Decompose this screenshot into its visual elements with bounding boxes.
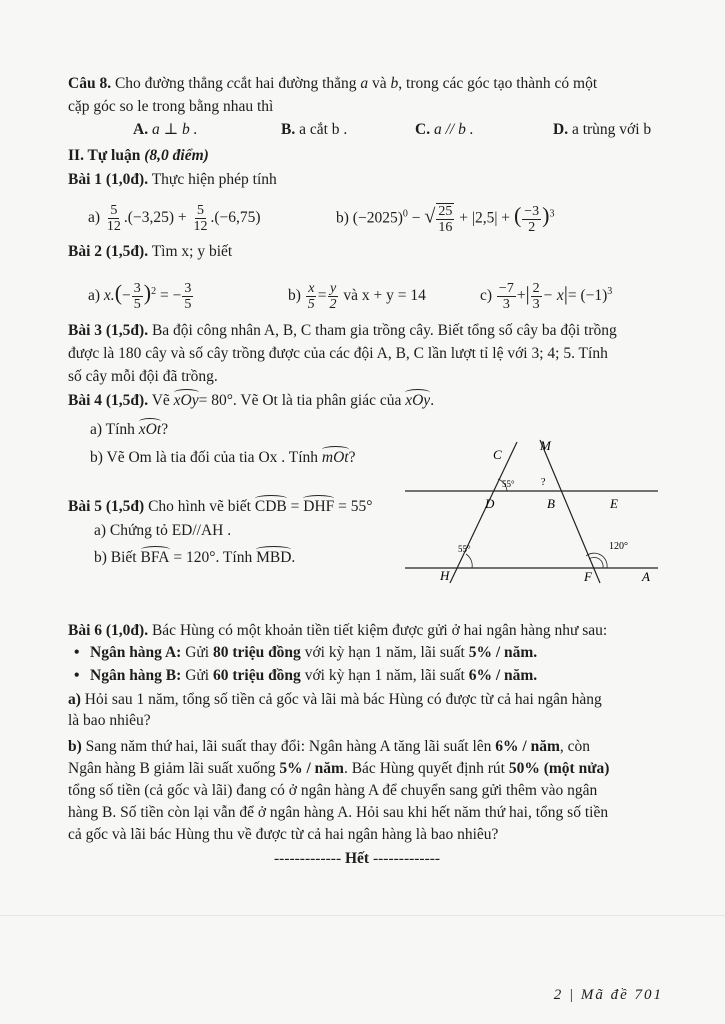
numerator: 5 — [196, 203, 204, 218]
bank-text: Gửi — [185, 644, 210, 661]
var-b: b — [390, 75, 399, 92]
bai6-b-text: . Bác Hùng quyết định rút — [343, 760, 505, 777]
bai6-heading — [68, 621, 607, 641]
bai2-text: Tìm x; y biết — [151, 243, 233, 260]
bai6-b-line1 — [68, 737, 590, 757]
bai6-label: Bài 6 (1,0đ). — [68, 622, 149, 639]
exponent: 3 — [549, 208, 555, 220]
fraction — [531, 281, 542, 312]
bai6-b-line3: tổng số tiền (cả gốc và lãi) đang có ở ngân hàng A để chuyển sang gửi thêm vào ngân — [68, 782, 598, 799]
bai3-text: Ba đội công nhân A, B, C tham gia trồng cây. Biết tổng số cây ba đội trồng — [151, 322, 617, 339]
label-D: D — [485, 496, 495, 511]
numerator: 3 — [133, 281, 141, 296]
bai5-b-text: b) Biết — [94, 549, 137, 566]
angle-label-55-bottom: 55° — [458, 544, 471, 554]
denominator: 5 — [307, 297, 315, 312]
denominator: 12 — [106, 219, 121, 234]
angle-xOt: xOt — [138, 421, 162, 438]
bai2-a: a) x.(− $\frac{3}{5}$ )$^2$ = − $\frac{3}{5}$ — [88, 280, 192, 312]
fraction — [497, 281, 516, 312]
bank-name: Ngân hàng A: — [90, 644, 182, 661]
part-label: c) — [480, 287, 493, 305]
bai1-heading — [68, 170, 277, 190]
bai6-b-text: , còn — [559, 738, 591, 755]
bai5-text: = — [290, 498, 300, 515]
bai5-text: = 55° — [338, 498, 373, 515]
angle-CDB: CDB — [254, 498, 287, 515]
q8-label: Câu 8. — [68, 75, 112, 92]
bai4-text: = 80°. Vẽ Ot là tia phân giác của — [198, 392, 402, 409]
numerator: 5 — [110, 203, 118, 218]
fraction — [182, 281, 193, 312]
expr: và x + y = 14 — [343, 287, 426, 305]
option-text: a trùng với b — [571, 121, 652, 138]
bai6-b-text: Ngân hàng B giảm lãi suất xuống — [68, 760, 276, 777]
q8-text: và — [372, 75, 387, 92]
bank-text: Gửi — [185, 667, 210, 684]
expr: − — [407, 209, 425, 227]
numerator: −7 — [498, 281, 514, 296]
bai2-b — [288, 281, 426, 312]
exponent: 2 — [151, 285, 157, 297]
bai6-b-line4: hàng B. Số tiền còn lại vẫn để ở ngân hàng A. Hỏi sau khi hết năm thứ hai, tổng số tiền — [68, 804, 609, 821]
option-label: C. — [415, 121, 431, 138]
part-label: a) — [88, 209, 101, 227]
fraction — [132, 281, 143, 312]
label-E: E — [610, 496, 618, 511]
expr: .(−6,75) — [210, 209, 261, 227]
denominator: 16 — [438, 220, 453, 235]
fraction — [306, 281, 317, 312]
bank-text: với kỳ hạn 1 năm, lãi suất — [304, 667, 465, 684]
exponent: 3 — [607, 285, 613, 297]
bank-b-item — [90, 666, 537, 686]
denominator: 2 — [528, 219, 536, 235]
bai6-b-bold: 6% / năm — [495, 738, 560, 755]
bai4-label: Bài 4 (1,5đ). — [68, 392, 149, 409]
end-marker — [274, 849, 440, 869]
denominator: 5 — [184, 297, 192, 312]
bai6-b-bold: 5% / năm — [279, 760, 344, 777]
expr: = − — [159, 287, 182, 305]
bai2-label: Bài 2 (1,5đ). — [68, 243, 149, 260]
divider — [0, 915, 725, 916]
bai6-b-line5: cả gốc và lãi bác Hùng thu về được từ cả hai ngân hàng là bao nhiêu? — [68, 826, 499, 843]
part-label: b) — [68, 738, 82, 755]
section-title — [68, 146, 209, 166]
option-label: B. — [281, 121, 296, 138]
bank-amount: 60 triệu đồng — [212, 667, 301, 684]
arc-120 — [586, 553, 607, 568]
geometry-figure — [400, 435, 665, 595]
page-footer: 2 | Mã đề 701 — [553, 987, 663, 1003]
label-M: M — [540, 438, 551, 453]
denominator: 5 — [133, 297, 141, 312]
section-points: (8,0 điểm) — [144, 147, 209, 164]
bai5-b — [94, 548, 295, 568]
bank-text: với kỳ hạn 1 năm, lãi suất — [304, 644, 465, 661]
bai4-a-text: a) Tính — [90, 421, 135, 438]
angle-BFA: BFA — [140, 549, 170, 566]
expr: = (−1) — [567, 287, 608, 305]
bai4-text: . — [430, 392, 435, 409]
exponent: 0 — [402, 208, 408, 220]
numerator: y — [329, 281, 337, 296]
paren: ( — [114, 280, 123, 306]
bai4-b-text: ? — [348, 449, 356, 466]
bai4-heading — [68, 391, 434, 411]
label-H: H — [440, 568, 450, 583]
bai1-label: Bài 1 (1,0đ). — [68, 171, 149, 188]
bai4-b-text: b) Vẽ Om là tia đối của tia Ox . Tính — [90, 449, 319, 466]
bai6-b-text: Sang năm thứ hai, lãi suất thay đổi: Ngân hàng A tăng lãi suất lên — [85, 738, 492, 755]
bank-name: Ngân hàng B: — [90, 667, 182, 684]
expr: = — [317, 287, 327, 305]
q8-text: , trong các góc tạo thành có một — [398, 75, 598, 92]
abs-bar: | — [563, 283, 568, 306]
numerator: 25 — [438, 204, 453, 219]
q8-option-b[interactable] — [281, 120, 347, 140]
paren: ) — [143, 280, 152, 306]
q8-text: Cho đường thẳng — [114, 75, 223, 92]
bai2-c — [480, 281, 612, 312]
q8-option-d[interactable] — [553, 120, 651, 140]
bai4-a-text: ? — [161, 421, 169, 438]
arc-55-bottom — [466, 554, 472, 568]
bank-rate: 6% / năm. — [468, 667, 538, 684]
fraction — [436, 203, 454, 235]
bai1-b — [336, 203, 555, 235]
end-dashes: ------------- — [274, 850, 342, 867]
var-c: c — [226, 75, 234, 92]
bank-a-item — [90, 643, 537, 663]
option-label: D. — [553, 121, 569, 138]
denominator: 2 — [329, 297, 337, 312]
q8-option-a[interactable] — [133, 120, 198, 140]
bai6-a-text: Hỏi sau 1 năm, tổng số tiền cả gốc và lãi mà bác Hùng có được từ cả hai ngân hàng — [84, 691, 602, 708]
angle-label-120: 120° — [609, 541, 628, 552]
denominator: 3 — [532, 297, 540, 312]
bai5-label: Bài 5 (1,5đ) — [68, 498, 145, 515]
expr: .(−3,25) + — [123, 209, 187, 227]
angle-label-55-top: 55° — [502, 479, 515, 489]
bai6-b-bold: 50% (một nửa) — [508, 760, 610, 777]
fraction — [522, 204, 541, 235]
bai1-text: Thực hiện phép tính — [151, 171, 277, 188]
numerator: x — [308, 281, 315, 296]
bai4-text: Vẽ — [151, 392, 170, 409]
bai5-b-text: = 120°. Tính — [173, 549, 253, 566]
option-label: A. — [133, 121, 149, 138]
bai5-heading — [68, 497, 372, 517]
part-label: a) — [68, 691, 81, 708]
expr: (−2025) — [352, 209, 403, 227]
bai6-b-line2 — [68, 759, 609, 779]
part-label: b) — [336, 209, 349, 227]
label-F: F — [584, 569, 592, 584]
expr: + |2,5| + — [459, 209, 511, 227]
bai3-line2: được là 180 cây và số cây trồng được của các đội A, B, C lần lượt tỉ lệ với 3; 4; 5. Tính — [68, 345, 608, 362]
angle-xOy: xOy — [173, 392, 199, 409]
bai6-a-line2: là bao nhiêu? — [68, 712, 151, 729]
bank-amount: 80 triệu đồng — [212, 644, 301, 661]
bai5-b-text: . — [291, 549, 296, 566]
denominator: 12 — [193, 219, 208, 234]
label-C: C — [493, 447, 502, 462]
denominator: 3 — [502, 297, 510, 312]
option-text: a cắt b . — [299, 121, 348, 138]
bai3-label: Bài 3 (1,5đ). — [68, 322, 149, 339]
q8-line1 — [68, 74, 597, 94]
part-label: a) — [88, 287, 101, 305]
sqrt-icon: √ — [424, 205, 436, 228]
expr: + — [516, 287, 526, 305]
abs-bar: | — [525, 283, 530, 306]
q8-text: cắt hai đường thẳng — [233, 75, 357, 92]
line-MF — [540, 440, 600, 583]
bai4-a — [90, 420, 168, 440]
expr: − x — [542, 287, 564, 305]
angle-xOy: xOy — [405, 392, 431, 409]
option-text: a // b . — [433, 121, 474, 138]
bai4-b — [90, 448, 355, 468]
line-CH — [450, 442, 517, 583]
end-word: Hết — [344, 850, 370, 867]
angle-mOt: mOt — [321, 449, 349, 466]
q8-line2: cặp góc so le trong bằng nhau thì — [68, 98, 274, 115]
bai5-a: a) Chứng tỏ ED//AH . — [94, 522, 232, 539]
paren: ( — [513, 202, 522, 228]
bai5-text: Cho hình vẽ biết — [148, 498, 251, 515]
fraction — [328, 281, 339, 312]
bai2-heading — [68, 242, 232, 262]
angle-label-unknown: ? — [541, 477, 546, 488]
label-A: A — [642, 569, 650, 584]
angle-DHF: DHF — [303, 498, 335, 515]
fraction — [191, 203, 209, 234]
bai6-a-line1 — [68, 690, 602, 710]
option-text: a ⊥ b . — [151, 121, 198, 138]
section-title-text: II. Tự luận — [68, 147, 141, 164]
numerator: 2 — [532, 281, 540, 296]
bank-rate: 5% / năm. — [468, 644, 538, 661]
bai1-a — [88, 203, 261, 234]
angle-MBD: MBD — [256, 549, 292, 566]
bai6-text: Bác Hùng có một khoản tiền tiết kiệm được gửi ở hai ngân hàng như sau: — [151, 622, 608, 639]
numerator: 3 — [184, 281, 192, 296]
fraction — [105, 203, 123, 234]
paren: ) — [542, 202, 550, 228]
bai3-line3: số cây mỗi đội đã trồng. — [68, 368, 218, 385]
var-a: a — [360, 75, 369, 92]
q8-option-c[interactable] — [415, 120, 474, 140]
end-dashes: ------------- — [372, 850, 441, 867]
label-B: B — [547, 496, 555, 511]
bai3-line1 — [68, 321, 617, 341]
expr: x. — [103, 287, 115, 305]
numerator: −3 — [524, 203, 540, 219]
part-label: b) — [288, 287, 301, 305]
